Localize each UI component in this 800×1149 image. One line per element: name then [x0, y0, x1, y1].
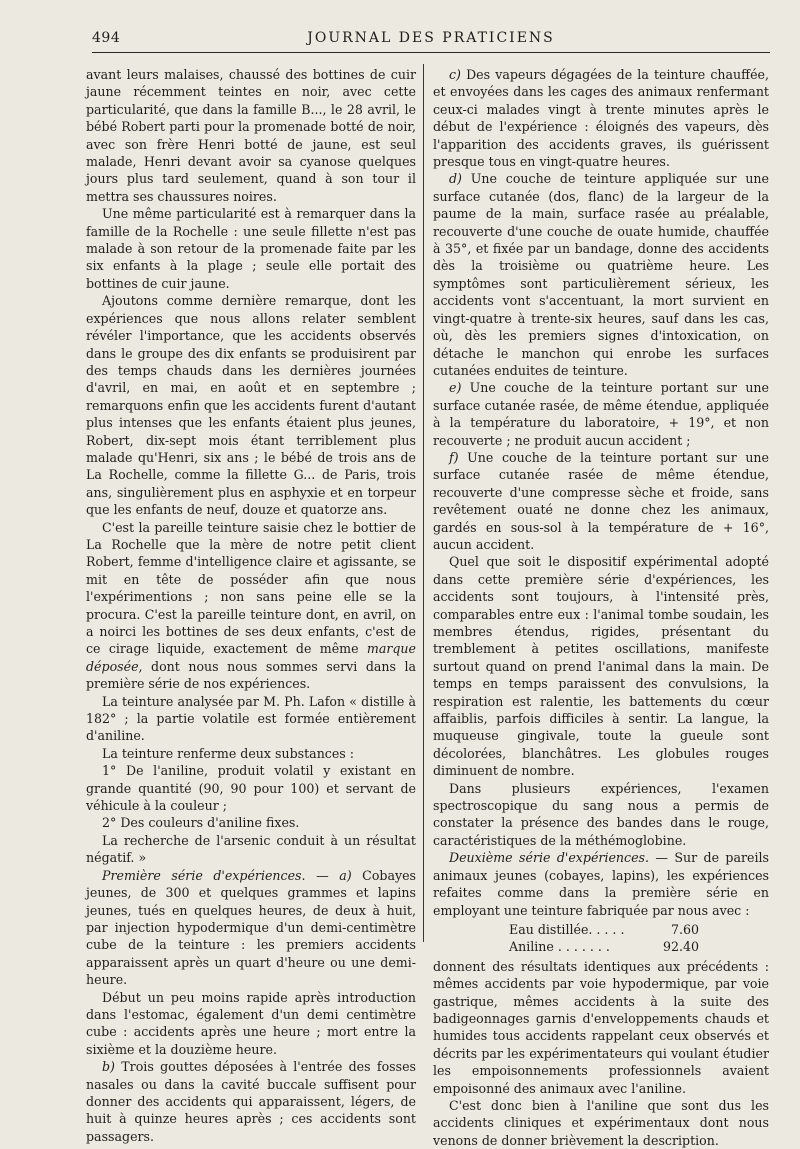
section-heading: Deuxième série d'expériences. — [449, 850, 650, 866]
paragraph — [433, 379, 769, 449]
item-letter: e) — [449, 380, 462, 396]
paragraph: Début un peu moins rapide après introduction dans l'estomac, également d'un demi centimètre cube : accidents après une heure ; mort entre la sixième et la douzième heure. — [86, 989, 416, 1057]
paragraph: avant leurs malaises, chaussé des bottines de cuir jaune récemment teintes en noir, avec cette particularité, que dans la famille B..., le 28 avril, le bébé Robert parti pour la promenade botté de noir, avec son frère Henri botté de jaune, est seul malade, Henri devant avoir sa cyanose quelques jours plus tard seulement, quand à son tour il mettra ses chaussures noires. — [86, 67, 416, 204]
text-run: — Sur de pareils animaux jeunes (cobayes, lapins), les expériences refaites comme dans la première série en employant une teinture fabriquée par nous avec : — [433, 850, 769, 918]
left-column — [86, 66, 416, 1145]
list-item: 2° Des couleurs d'aniline fixes. — [102, 815, 300, 831]
paragraph — [433, 170, 769, 379]
table-label: Aniline . . . . . . . — [509, 939, 610, 955]
page-number: 494 — [92, 30, 121, 46]
composition-table — [509, 921, 699, 956]
paragraph: C'est donc bien à l'aniline que sont dus les accidents cliniques et expérimentaux dont nous venons de donner brièvement la description. — [433, 1097, 769, 1148]
paragraph: Une même particularité est à remarquer dans la famille de la Rochelle : une seule fillette n'est pas malade à son retour de la promenade faite par les six enfants à la plage ; seule elle portait des bottines de cuir jaune. — [86, 206, 416, 291]
text-run: Cobayes jeunes, de 300 et quelques grammes et lapins jeunes, tués en quelques heures, de deux à huit, par injection hypodermique d'un demi-centimètre cube de la teinture : les premiers accidents apparaissent après un quart d'heure ou une demi-heure. — [86, 867, 416, 988]
item-letter: f) — [449, 449, 459, 465]
item-letter: d) — [449, 171, 462, 187]
paragraph: La recherche de l'arsenic conduit à un résultat négatif. » — [86, 832, 416, 866]
text-run: , dont nous nous sommes servi dans la première série de nos expériences. — [86, 658, 416, 692]
text-run: Des vapeurs dégagées de la teinture chauffée, et envoyées dans les cages des animaux renfermant ceux-ci malades vingt à trente minutes après le début de l'expérience : éloignés des vapeurs, dès l'apparition des accidents graves, ils guérissent presque tous en vingt-quatre heures. — [433, 67, 769, 170]
table-row — [509, 938, 699, 955]
page-header — [92, 30, 770, 53]
paragraph: La teinture analysée par M. Ph. Lafon « distille à 182° ; la partie volatile est formée entièrement d'aniline. — [86, 693, 416, 744]
item-letter: b) — [102, 1059, 115, 1075]
item-letter: c) — [449, 67, 461, 82]
right-column — [433, 66, 769, 1149]
text-run: C'est la pareille teinture saisie chez le bottier de La Rochelle que la mère de notre petit client Robert, femme d'intelligence claire et agissante, se mit en tête de posséder afin que nous l'expérimentions ; non sans peine elle se la procura. C'est la pareille teinture dont, en avril, on a noirci les bottines de ses deux enfants, c'est de ce cirage liquide, exactement de même — [86, 519, 416, 657]
text-run: Une couche de la teinture portant sur une surface cutanée rasée, de même étendue, appliquée à la température du laboratoire, + 19°, et non recouverte ; ne produit aucun accident ; — [433, 380, 769, 448]
paragraph: Dans plusieurs expériences, l'examen spectroscopique du sang nous a permis de constater la présence des bandes dans le rouge, caractéristiques de la méthémoglobine. — [433, 780, 769, 848]
item-letter: a) — [339, 867, 352, 883]
table-value: 92.40 — [662, 939, 699, 955]
paragraph: donnent des résultats identiques aux précédents : mêmes accidents par voie hypodermique, par voie gastrique, mêmes accidents à la suite des badigeonnages garnis d'enveloppements chauds et humides tous accidents rappelant ceux observés et décrits par les expérimentateurs qui voulant étudier les empoisonnements professionnels avaient empoisonné des animaux avec l'aniline. — [433, 958, 769, 1096]
paragraph — [433, 849, 769, 919]
text-run: Trois gouttes déposées à l'entrée des fosses nasales ou dans la cavité buccale suffisent pour donner des accidents qui apparaissent, légers, de huit à quinze heures après ; ces accidents sont passagers. — [86, 1059, 416, 1144]
paragraph — [86, 867, 416, 989]
paragraph — [86, 1058, 416, 1145]
list-item: 1° De l'aniline, produit volatil y existant en grande quantité (90, 90 pour 100) et servant de véhicule à la couleur ; — [86, 763, 416, 814]
text-run: Une couche de la teinture portant sur une surface cutanée rasée de même étendue, recouverte d'une compresse sèche et froide, sans revêtement ouaté ne donne chez les animaux, gardés en sous-sol à la température de + 16°, aucun accident. — [433, 449, 769, 552]
running-head: JOURNAL DES PRATICIENS — [307, 30, 555, 46]
paragraph: La teinture renferme deux substances : — [102, 745, 355, 761]
text-run: — — [305, 867, 340, 883]
paragraph — [433, 449, 769, 553]
table-row — [509, 921, 699, 938]
table-value: 7.60 — [670, 921, 699, 937]
paragraph — [86, 519, 416, 693]
paragraph: Quel que soit le dispositif expérimental adopté dans cette première série d'expériences, les accidents sont toujours, à l'intensité près, comparables entre eux : l'animal tombe soudain, les membres étendus, rigides, présentant du tremblement à petites oscillations, manifeste surtout quand on prend l'animal dans la main. De temps en temps paraissent des convulsions, la respiration est ralentie, les battements du cœur affaiblis, parfois difficiles à sentir. La langue, la muqueuse gingivale, toute la gueule sont décolorées, blanchâtres. Les globules rouges diminuent de nombre. — [433, 554, 769, 779]
section-heading: Première série d'expériences. — [102, 867, 306, 883]
column-divider — [423, 64, 424, 942]
text-run: Une couche de teinture appliquée sur une surface cutanée (dos, flanc) de la largeur de la paume de la main, surface rasée au préalable, recouverte d'une couche de ouate humide, chauffée à 35°, et fixée par un bandage, donne des accidents dès la troisième ou quatrième heure. Les symptômes sont particulièrement sérieux, les accidents vont s'accentuant, la mort survient en vingt-quatre à trente-six heures, sauf dans les cas, où, dès les premiers signes d'intoxication, on détache le manchon qui enrobe les surfaces cutanées enduites de teinture. — [433, 171, 769, 378]
paragraph: Ajoutons comme dernière remarque, dont les expériences que nous allons relater semblent révéler l'importance, que les accidents observés dans le groupe des dix enfants se produisirent par des temps chauds dans les dernières journées d'avril, en mai, en août et en septembre ; remarquons enfin que les accidents furent d'autant plus intenses que les enfants étaient plus jeunes, Robert, dix-sept mois étant terriblement plus malade qu'Henri, six ans ; le bébé de trois ans de La Rochelle, comme la fillette G... de Paris, trois ans, singulièrement plus en asphyxie et en torpeur que les enfants de neuf, douze et quatorze ans. — [86, 293, 416, 518]
emphasis: marque déposée — [86, 641, 416, 674]
paragraph — [433, 66, 769, 170]
table-label: Eau distillée. . . . . — [509, 921, 625, 937]
